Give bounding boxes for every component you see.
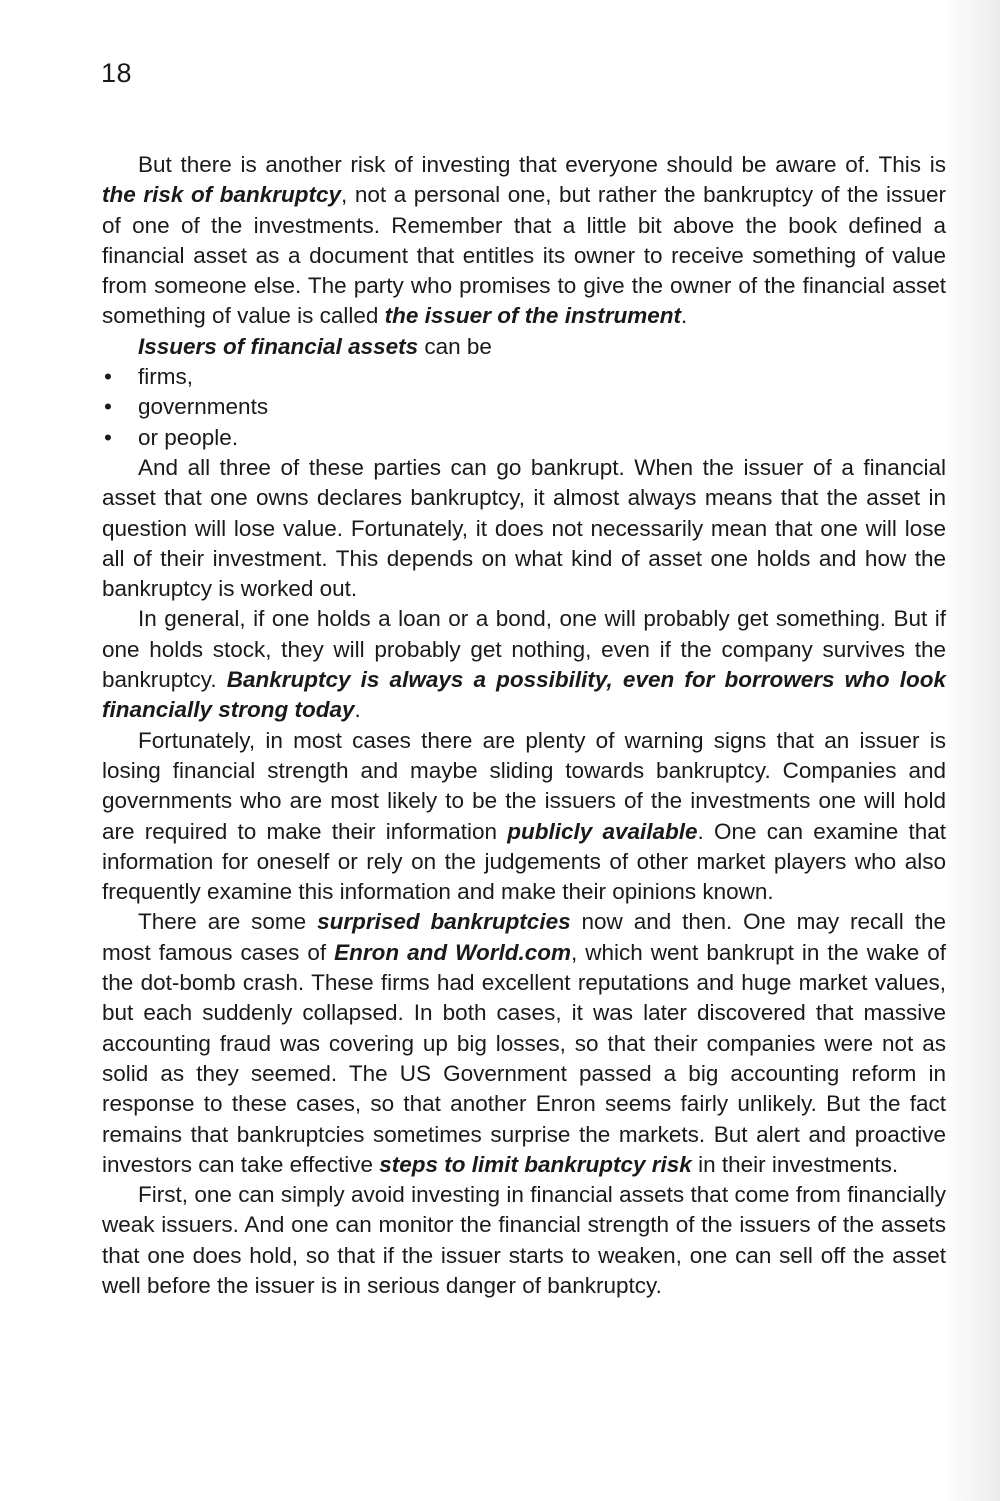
text-run: Fortunately, in most cases there are plenty of warning signs that an issuer is losing financial strength and maybe sliding towards bankruptcy. Companies and governments who are most likely to be the issuers of the investments one will hold are required to make their information	[102, 727, 946, 844]
text-run: First, one can simply avoid investing in financial assets that come from financially weak issuers. And one can monitor the financial strength of the issuers of the assets that one does hold, so that if the issuer starts to weaken, one can sell off the asset well before the issuer is in serious danger of bankruptcy.	[102, 1182, 946, 1298]
text-run: now and then. One may recall the most famous cases of	[102, 909, 946, 965]
list-item-text: governments	[138, 394, 269, 420]
paragraph-bankruptcy-risk	[102, 150, 946, 332]
bullet-icon: •	[104, 424, 112, 450]
paragraph-parties-bankrupt	[102, 453, 946, 604]
text-run: .	[680, 303, 688, 329]
emphasis-issuer-of-instrument: the issuer of the instrument	[384, 303, 681, 329]
text-run: But there is another risk of investing that everyone should be aware of. This is	[138, 152, 946, 177]
emphasis-bankruptcy-always-possible: Bankruptcy is always a possibility, even for borrowers who look financially strong today	[102, 667, 946, 723]
list-item	[102, 423, 946, 453]
emphasis-steps-to-limit-risk: steps to limit bankruptcy risk	[379, 1151, 692, 1177]
body-text	[102, 150, 946, 1301]
emphasis-issuers-of-financial-assets: Issuers of financial assets	[138, 333, 419, 359]
paragraph-avoid-weak-issuers	[102, 1180, 946, 1301]
text-run: . One can examine that information for oneself or rely on the judgements of other market players who also frequently examine this information and make their opinions known.	[102, 818, 947, 905]
paragraph-loan-or-bond	[102, 604, 946, 725]
list-item	[102, 362, 946, 392]
bullet-icon: •	[104, 364, 112, 390]
paragraph-issuers-intro	[102, 332, 946, 362]
text-run: in their investments.	[691, 1151, 899, 1177]
text-run: , which went bankrupt in the wake of the dot-bomb crash. These firms had excellent reputations and huge market values, but each suddenly collapsed. In both cases, it was later discovered that massive accounting fraud was covering up big losses, so that their companies were not as solid as they seemed. The US Government passed a big accounting reform in response to these cases, so that another Enron seems fairly unlikely. But the fact remains that bankruptcies sometimes surprise the markets. But alert and proactive investors can take effective	[102, 939, 946, 1177]
paragraph-warning-signs	[102, 726, 946, 908]
list-item-text: or people.	[138, 424, 239, 450]
emphasis-publicly-available: publicly available	[507, 818, 698, 844]
list-item-text: firms,	[138, 364, 193, 390]
emphasis-enron-worldcom: Enron and World.com	[334, 939, 571, 965]
text-run: can be	[418, 333, 492, 359]
text-run: , not a personal one, but rather the bankruptcy of the issuer of one of the investments. Remember that a little bit above the book defined a financial asset as a document that entitles its owner to receive something of value from someone else. The party who promises to give the owner of the financial asset something of value is called	[102, 182, 946, 329]
page-edge-shadow	[942, 0, 1000, 1501]
list-item	[102, 392, 946, 422]
text-run: .	[354, 697, 361, 723]
text-run: In general, if one holds a loan or a bond, one will probably get something. But if one holds stock, they will probably get nothing, even if the company survives the bankruptcy.	[102, 606, 946, 693]
emphasis-surprised-bankruptcies: surprised bankruptcies	[317, 909, 571, 935]
text-run: There are some	[138, 909, 318, 935]
page-number: 18	[101, 58, 133, 88]
bullet-icon: •	[104, 394, 112, 420]
emphasis-risk-of-bankruptcy: the risk of bankruptcy	[102, 182, 342, 208]
text-run: And all three of these parties can go bankrupt. When the issuer of a financial asset that one owns declares bankruptcy, it almost always means that the asset in question will lose value. Fortunately, it does not necessarily mean that one will lose all of their investment. This depends on what kind of asset one holds and how the bankruptcy is worked out.	[102, 454, 946, 602]
paragraph-surprised-bankruptcies	[102, 907, 946, 1180]
issuer-list	[102, 362, 946, 453]
